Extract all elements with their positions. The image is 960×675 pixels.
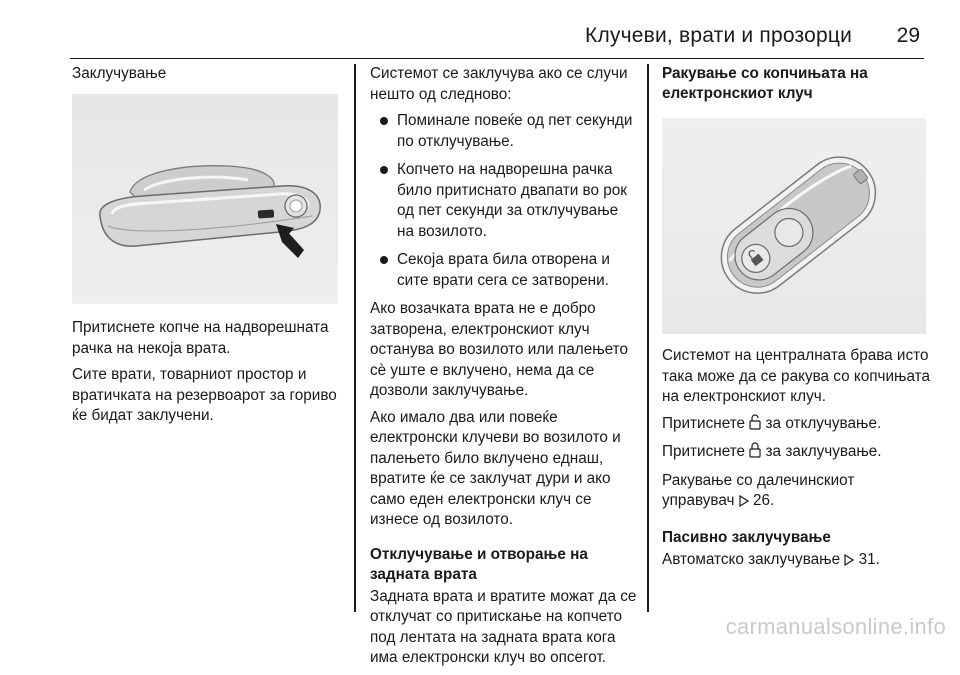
lock-prevention-note: Ако возачката врата не е добро затворена, електронскиот клуч останува во возилото или палењето сè уште е вклучено, нема да се дозволи заклучување. xyxy=(370,300,628,399)
remote-reference-text: Ракување со далечинскиот управувач xyxy=(662,471,855,509)
passive-reference-text: Автоматско заклучување xyxy=(662,550,841,568)
key-buttons-description: Системот на централната брава исто така може да се ракува со копчињата на електронскиот клуч. xyxy=(662,347,930,405)
page-reference-triangle-icon xyxy=(739,493,749,514)
locking-result: Сите врати, товарниот простор и вратичката на резервоарот за гориво ќе бидат заклучени. xyxy=(72,366,337,424)
lock-instruction-pre: Притиснете xyxy=(662,443,746,460)
passive-reference-page: 31. xyxy=(858,550,880,568)
unlock-instruction-post: за отклучување. xyxy=(765,414,882,432)
electronic-key-illustration xyxy=(662,118,926,334)
unlock-padlock-icon xyxy=(749,414,761,437)
unlock-instruction xyxy=(662,414,930,437)
column-locking xyxy=(72,64,344,433)
locking-instruction: Притиснете копче на надворешната рачка на некоја врата. xyxy=(72,319,329,357)
page-header xyxy=(70,0,924,59)
header-title: Клучеви, врати и прозорци xyxy=(585,24,852,47)
door-handle-illustration xyxy=(72,94,338,304)
relock-intro: Системот се заклучува ако се случи нешто од следново: xyxy=(370,65,628,103)
list-item: Секоја врата била отворена и сите врати сега се затворени. xyxy=(370,250,638,291)
section-heading-tailgate: Отклучување и отворање на задната врата xyxy=(370,545,588,583)
relock-conditions-list xyxy=(370,111,638,291)
section-heading-locking: Заклучување xyxy=(72,65,167,82)
column-relock-conditions xyxy=(370,64,638,675)
column-divider xyxy=(354,64,356,612)
lock-instruction-post: за заклучување. xyxy=(765,443,882,460)
lock-padlock-icon xyxy=(749,442,761,465)
section-heading-key-buttons: Ракување со копчињата на електронскиот клуч xyxy=(662,65,868,102)
tailgate-unlock-text: Задната врата и вратите можат да се отклучат со притискање на копчето под лентата на задната врата кога има електронски клуч во опсегот. xyxy=(370,587,637,666)
page-reference-triangle-icon xyxy=(844,552,854,573)
list-item: Поминале повеќе од пет секунди по отклучување. xyxy=(370,111,638,152)
column-divider xyxy=(647,64,649,612)
list-item: Копчето на надворешна рачка било притиснато двапати во рок од пет секунди за отклучување на возилото. xyxy=(370,160,638,242)
column-key-buttons xyxy=(662,64,930,578)
passive-locking-reference xyxy=(662,550,930,573)
watermark: carmanualsonline.info xyxy=(725,614,946,639)
unlock-instruction-pre: Притиснете xyxy=(662,414,746,432)
remote-reference-page: 26. xyxy=(752,492,775,509)
lock-instruction xyxy=(662,442,930,465)
section-heading-passive-locking: Пасивно заклучување xyxy=(662,528,831,546)
multiple-keys-note: Ако имало два или повеќе електронски клучеви во возилото и палењето било вклучено еднаш, вратите ќе се заклучат дури и ако само еден електронски клуч се изнесе од возилото. xyxy=(370,408,621,528)
remote-control-reference xyxy=(662,471,930,514)
page-number: 29 xyxy=(896,24,920,47)
